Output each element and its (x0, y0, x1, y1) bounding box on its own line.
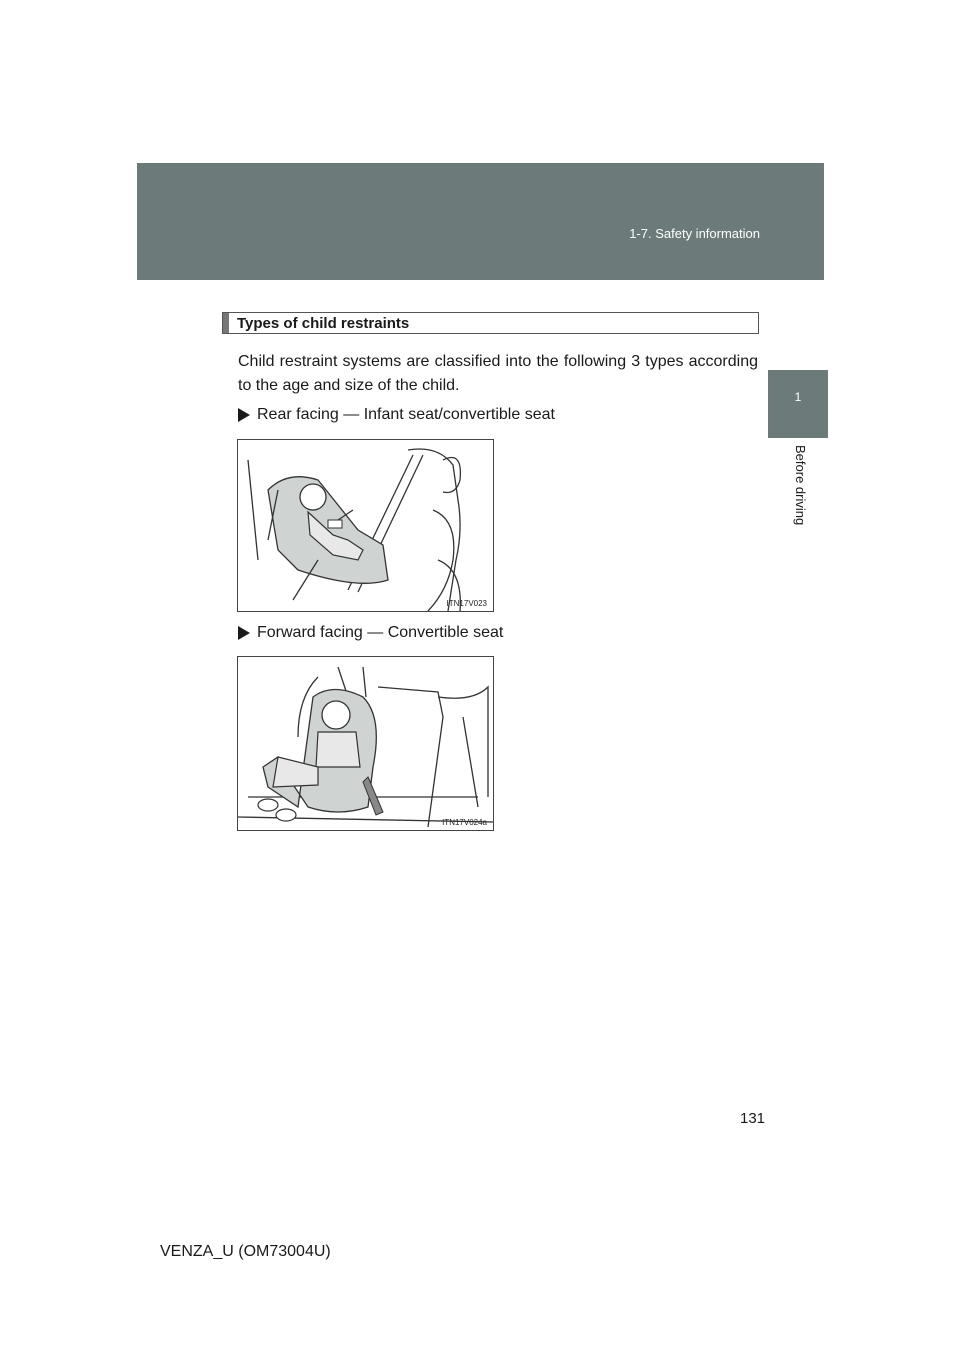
header-band (137, 163, 824, 280)
figure-code: ITN17V024a (442, 818, 487, 827)
heading-accent-bar (223, 313, 229, 333)
figure-code: ITN17V023 (446, 599, 487, 608)
section-heading (222, 312, 759, 334)
bullet-rear-facing (238, 406, 555, 424)
intro-paragraph: Child restraint systems are classified into the following 3 types according to the age and size of the child. (238, 353, 758, 394)
chapter-tab (768, 370, 828, 438)
forward-facing-seat-illustration (238, 657, 493, 830)
figure-forward-facing (237, 656, 494, 831)
rear-facing-seat-illustration (238, 440, 493, 611)
bullet-label: Forward facing — Convertible seat (257, 624, 504, 641)
bullet-label: Rear facing — Infant seat/convertible seat (257, 406, 555, 423)
chapter-number: 1 (794, 390, 802, 404)
figure-rear-facing (237, 439, 494, 612)
heading-text: Types of child restraints (237, 314, 410, 332)
page-number: 131 (740, 1110, 766, 1127)
section-title: 1-7. Safety information (629, 226, 760, 241)
chapter-label: Before driving (793, 445, 808, 526)
bullet-triangle-icon (238, 626, 250, 640)
bullet-triangle-icon (238, 408, 250, 422)
bullet-forward-facing (238, 624, 503, 642)
footer-model-code: VENZA_U (OM73004U) (160, 1243, 331, 1260)
